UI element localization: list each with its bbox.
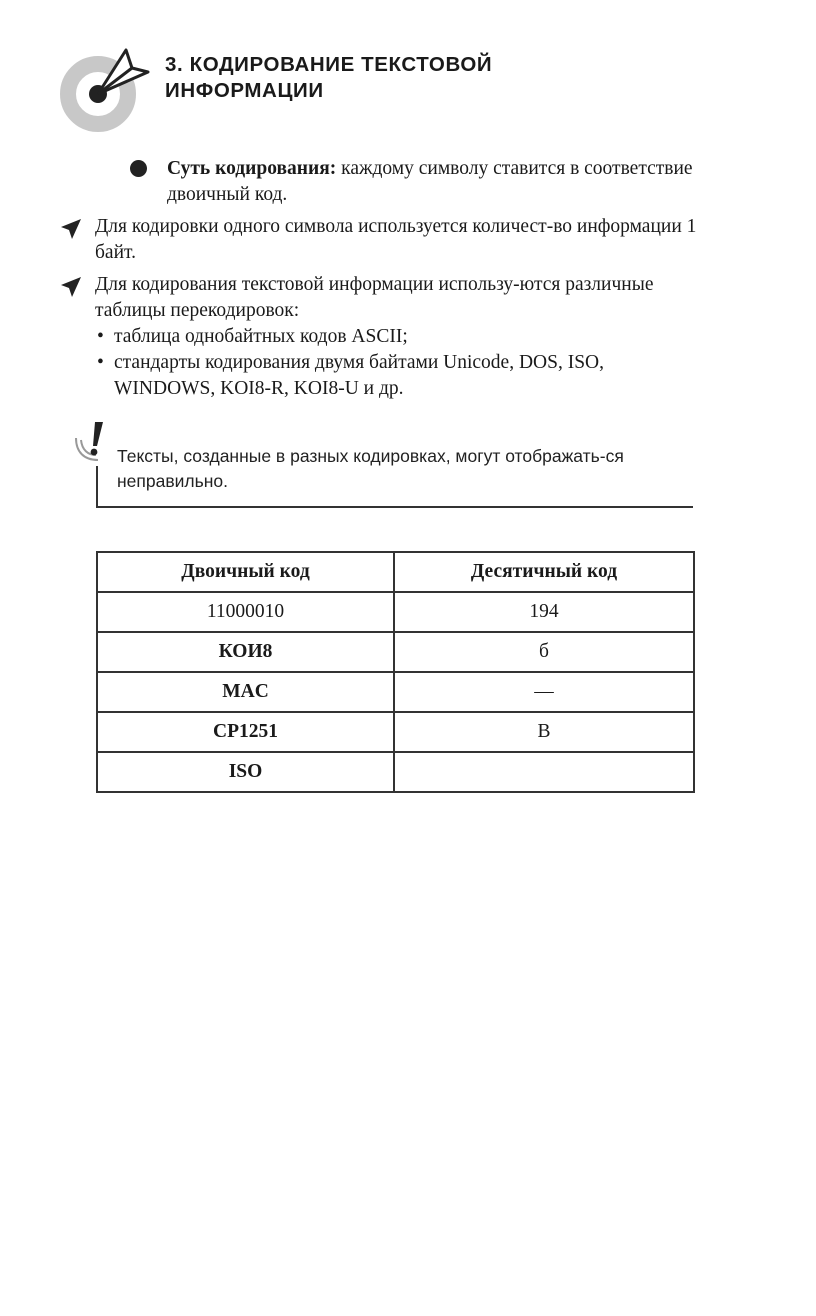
table-cell: 194	[394, 592, 694, 632]
list-item: • стандарты кодирования двумя байтами Unicode, DOS, ISO, WINDOWS, KOI8-R, KOI8-U и др.	[95, 350, 697, 402]
table-row	[97, 592, 694, 632]
table-cell: КОИ8	[97, 632, 394, 672]
table-row	[97, 752, 694, 792]
definition-text	[167, 156, 697, 208]
table-cell: В	[394, 712, 694, 752]
note-frame-bottom	[96, 506, 693, 508]
section-title	[165, 52, 685, 104]
table-cell	[394, 752, 694, 792]
definition-term: Суть кодирования:	[167, 158, 337, 179]
table-cell: ISO	[97, 752, 394, 792]
arrow-pointer-icon	[60, 276, 82, 298]
table-cell: б	[394, 632, 694, 672]
point-text-block	[95, 272, 697, 402]
table-row	[97, 632, 694, 672]
column-header: Десятичный код	[394, 552, 694, 592]
note-frame-left	[96, 466, 98, 508]
table-cell: —	[394, 672, 694, 712]
bullet-list	[95, 324, 697, 402]
definition-body: каждому символу ставится в соответствие двоичный код.	[167, 158, 693, 205]
encoding-table	[96, 551, 695, 793]
table-cell: 11000010	[97, 592, 394, 632]
point-text: Для кодировки одного символа используется количест-во информации 1 байт.	[95, 216, 697, 263]
section-title-line2: ИНФОРМАЦИИ	[165, 79, 324, 102]
table-header-row	[97, 552, 694, 592]
exclamation-note-icon	[72, 420, 108, 466]
arrow-pointer-icon	[60, 218, 82, 240]
section-title-line1: 3. КОДИРОВАНИЕ ТЕКСТОВОЙ	[165, 53, 493, 76]
note-text: Тексты, созданные в разных кодировках, могут отображать-ся неправильно.	[117, 446, 624, 491]
table-row	[97, 712, 694, 752]
table-row	[97, 672, 694, 712]
column-header: Двоичный код	[97, 552, 394, 592]
point-text: Для кодирования текстовой информации использу-ются различные таблицы перекодировок:	[95, 274, 654, 321]
table-cell: MAC	[97, 672, 394, 712]
list-item: • таблица однобайтных кодов ASCII;	[95, 324, 697, 350]
table-cell: CP1251	[97, 712, 394, 752]
bullet-dot-icon	[130, 160, 147, 177]
target-dart-icon	[58, 44, 150, 136]
